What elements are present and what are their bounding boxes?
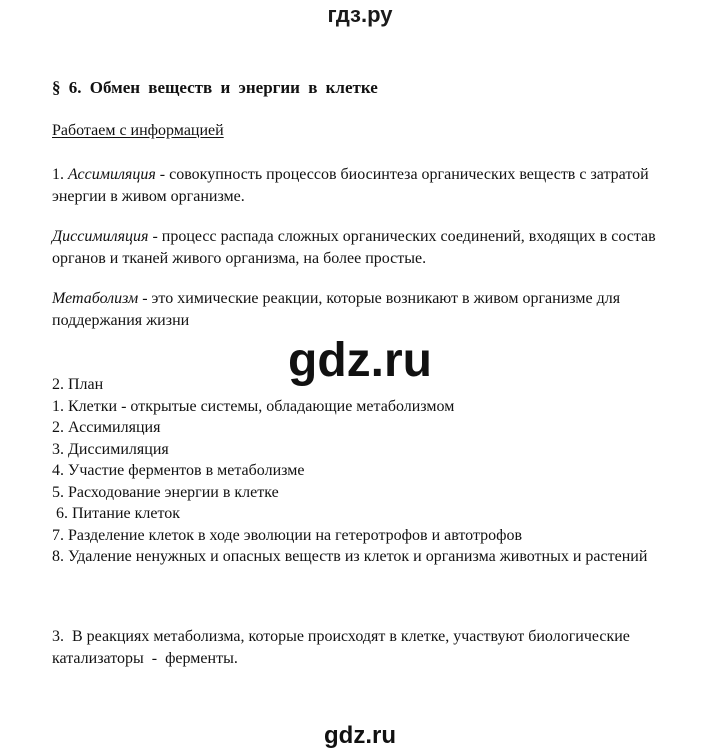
plan-item: 2. Ассимиляция (52, 419, 161, 436)
plan-item: 3. Диссимиляция (52, 440, 169, 458)
plan-item: 5. Расходование энергии в клетке (52, 483, 279, 501)
site-header[interactable]: гдз.ру (327, 2, 393, 27)
definition-text: - процесс распада сложных органических соединений, входящих в состав органов и тканей живого организма, на более простые. (52, 228, 656, 267)
page-title: § 6. Обмен веществ и энергии в клетке (52, 78, 378, 97)
definition-term: Ассимиляция (68, 166, 156, 183)
definition-term: Метаболизм (52, 290, 139, 307)
plan-item: 7. Разделение клеток в ходе эволюции на гетеротрофов и автотрофов (52, 526, 523, 544)
plan-section (52, 374, 692, 568)
definition-term: Диссимиляция (52, 228, 149, 245)
section-label: Работаем с информацией (52, 122, 224, 139)
definition-prefix: 1. (52, 166, 68, 183)
plan-item: 4. Участие ферментов в метаболизме (52, 462, 305, 479)
plan-heading: 2. План (52, 376, 104, 393)
plan-item: 6. Питание клеток (52, 505, 181, 522)
definition-assimilation (52, 164, 692, 208)
definition-metabolism (52, 288, 692, 332)
definition-dissimilation (52, 226, 692, 270)
plan-item: 8. Удаление ненужных и опасных веществ из клеток и организма животных и растений (52, 548, 648, 565)
definition-text: - совокупность процессов биосинтеза органических веществ с затратой энергии в живом организме. (52, 166, 649, 205)
answer-3: 3. В реакциях метаболизма, которые происходят в клетке, участвуют биологические катализаторы - ферменты. (52, 628, 638, 667)
site-footer[interactable]: gdz.ru (324, 722, 396, 749)
definition-text: - это химические реакции, которые возникают в живом организме для поддержания жизни (52, 290, 621, 329)
plan-item: 1. Клетки - открытые системы, обладающие метаболизмом (52, 397, 455, 415)
watermark: gdz.ru (288, 334, 432, 387)
